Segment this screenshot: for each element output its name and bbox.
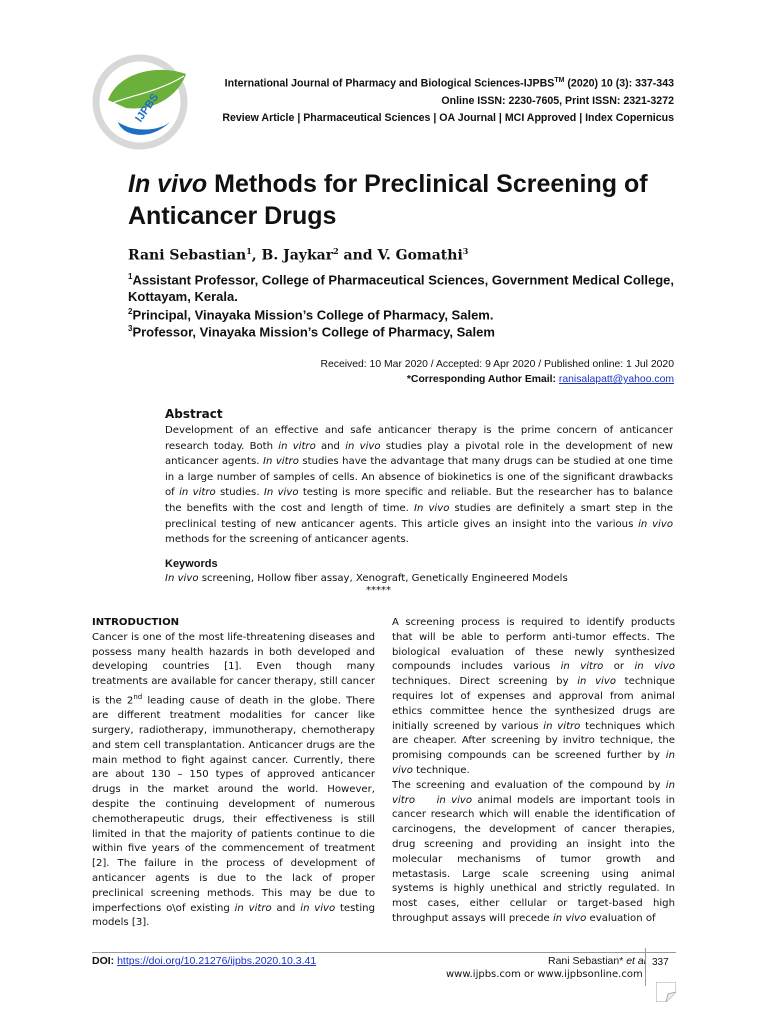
abstract-text: Development of an effective and safe anticancer therapy is the prime concern of anticancer research today. Both in vitro and in vivo studies play a pivotal role in the development of new anticancer agents. In vitro studies have the advantage that many drugs can be studied at one time in a large number of samples of cells. An absence of biokinetics is one of the significant drawbacks of in vitro studies. In vivo testing is more specific and reliable. But the researcher has to balance the benefits with the cost and length of time. In vivo studies are definitely a smart step in the preclinical testing of new anticancer agents. This article gives an insight into the various in vivo methods for the screening of anticancer agents. — [165, 425, 673, 546]
footer-divider — [92, 952, 676, 953]
abstract-heading: Abstract — [165, 407, 223, 421]
introduction-heading: INTRODUCTION — [92, 617, 180, 628]
received-info — [320, 357, 674, 387]
email-link[interactable]: ranisalapatt@yahoo.com — [558, 374, 674, 385]
corresponding-author: *Corresponding Author Email: ranisalapatt@yahoo.com — [406, 374, 674, 385]
affiliation-1: $^1$Assistant Professor, College of Pharmaceutical Sciences, Government Medical College, Kottayam, Kerala. — [128, 272, 674, 305]
affiliation-3: $^3$Professor, Vinayaka Mission’s College of Pharmacy, Salem — [128, 324, 495, 340]
footer-author: Rani Sebastian* et al — [548, 955, 647, 967]
section-divider-stars: ***** — [366, 585, 391, 596]
screening-paragraph-2: The screening and evaluation of the compound by in vitro in vivo animal models are important tools in cancer research which will enable the identification of carcinogens, the development of cancer therapies, drug screening and providing an insight into the molecular mechanisms of tumor growth and metastasis. Large scale screening using animal systems is highly unethical and strictly regulated. In most cases, either cellular or target-based high throughput assays will precede in vivo evaluation of — [392, 779, 675, 924]
journal-header — [222, 72, 674, 127]
logo-text: IJPBS — [133, 91, 162, 125]
doi-link[interactable]: https://doi.org/10.21276/ijpbs.2020.10.3.41 — [117, 955, 317, 967]
affiliation-2: $^2$Principal, Vinayaka Mission’s College of Pharmacy, Salem. — [128, 307, 494, 323]
journal-name: International Journal of Pharmacy and Biological Sciences-IJPBS™ (2020) 10 (3): 337-343 — [224, 77, 674, 90]
author-list: Rani Sebastian$^1$, B. Jaykar$^2$ and V. Gomathi$^3$ — [128, 246, 469, 264]
keywords-heading: Keywords — [165, 558, 218, 570]
article-title: In vivo Methods for Preclinical Screening of Anticancer Drugs — [128, 170, 648, 230]
journal-tags: Review Article | Pharmaceutical Sciences | OA Journal | MCI Approved | Index Copernicus — [222, 111, 674, 124]
journal-logo — [88, 52, 196, 150]
right-column — [392, 616, 675, 927]
screening-paragraph-1: A screening process is required to identify products that will be able to perform anti-tumor effects. The biological evaluation of these newly synthesized compounds includes various in vitro or in vivo techniques. Direct screening by in vivo technique requires lot of expenses and approval from animal ethics committee hence the synthesized drugs are initially screened by various in vitro techniques which are cheaper. After screening by invitro technique, the promising compounds can be screened further by in vivo technique. — [392, 617, 675, 776]
page-number: 337 — [652, 957, 669, 968]
page-curl-icon — [656, 982, 676, 1002]
introduction-paragraph: Cancer is one of the most life-threatening diseases and possess many health hazards in both developed and developing countries [1]. Even though many treatments are available for cancer therapy, still cancer is the 2nd leading cause of death in the globe. There are different treatment modalities for cancer like surgery, radiotherapy, immunotherapy, chemotherapy and stem cell transplantation. Anticancer drugs are the main method to fight against cancer. Currently, there are about 130 – 150 types of approved anticancer drugs in the market around the world. However, despite the continuing development of numerous chemotherapeutic drugs, their effectiveness is still limited in that the majority of patients continue to die within five years of the commencement of treatment [2]. The failure in the process of development of anticancer agents is due to the lack of proper preclinical screening methods. This may be due to imperfections o\of existing in vitro and in vivo testing models [3]. — [92, 631, 375, 929]
introduction-column — [92, 616, 375, 931]
keywords-text: In vivo screening, Hollow fiber assay, Xenograft, Genetically Engineered Models — [165, 573, 568, 584]
publication-dates: Received: 10 Mar 2020 / Accepted: 9 Apr 2020 / Published online: 1 Jul 2020 — [320, 359, 674, 370]
footer-websites: www.ijpbs.com or www.ijpbsonline.com — [446, 969, 643, 980]
journal-issn: Online ISSN: 2230-7605, Print ISSN: 2321-3272 — [441, 94, 674, 107]
doi-line: DOI: https://doi.org/10.21276/ijpbs.2020.10.3.41 — [92, 955, 317, 967]
